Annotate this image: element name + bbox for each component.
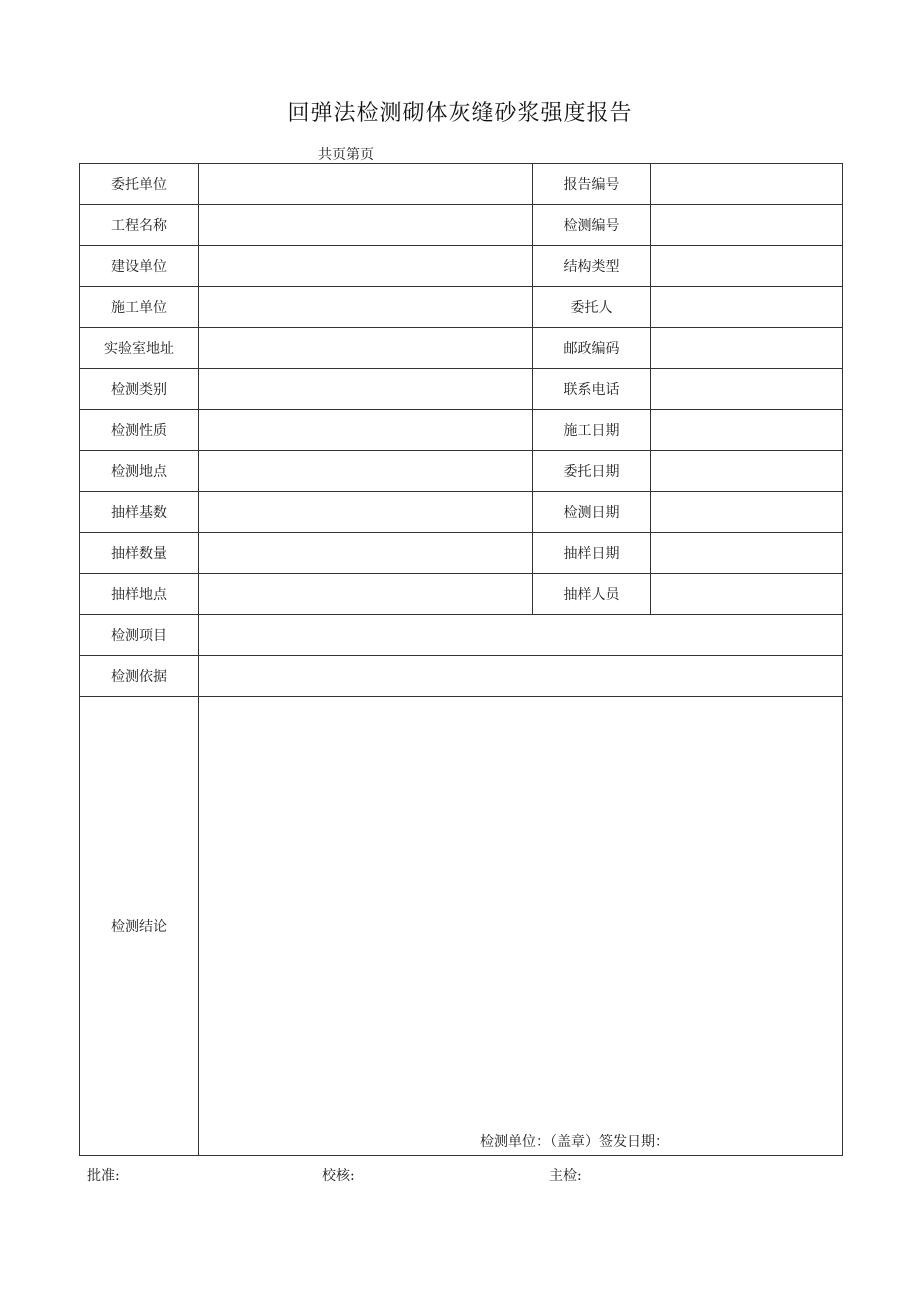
field-label: 检测地点 xyxy=(80,451,199,492)
field-value[interactable] xyxy=(651,287,843,328)
field-value[interactable] xyxy=(199,451,533,492)
page-count: 共页第页 xyxy=(318,147,374,163)
field-label: 委托单位 xyxy=(80,164,199,205)
field-label: 检测类别 xyxy=(80,369,199,410)
field-label: 施工单位 xyxy=(80,287,199,328)
field-label: 实验室地址 xyxy=(80,328,199,369)
field-value[interactable] xyxy=(651,328,843,369)
field-value[interactable] xyxy=(199,246,533,287)
field-value[interactable] xyxy=(651,246,843,287)
field-label: 报告编号 xyxy=(533,164,651,205)
field-value-test-item[interactable] xyxy=(199,615,843,656)
table-row xyxy=(80,492,843,533)
table-row xyxy=(80,205,843,246)
field-value[interactable] xyxy=(651,164,843,205)
field-value-test-basis[interactable] xyxy=(199,656,843,697)
field-label: 建设单位 xyxy=(80,246,199,287)
field-value[interactable] xyxy=(199,533,533,574)
field-label: 抽样地点 xyxy=(80,574,199,615)
footer-approve: 批准: xyxy=(87,1168,120,1184)
field-value[interactable] xyxy=(651,451,843,492)
signature-line: 检测单位：（盖章）签发日期： xyxy=(480,1134,669,1150)
field-value[interactable] xyxy=(651,205,843,246)
field-value[interactable] xyxy=(651,533,843,574)
footer-review: 校核: xyxy=(322,1168,355,1184)
field-label: 邮政编码 xyxy=(533,328,651,369)
field-label: 抽样人员 xyxy=(533,574,651,615)
field-value[interactable] xyxy=(651,492,843,533)
table-row xyxy=(80,328,843,369)
field-value[interactable] xyxy=(651,369,843,410)
field-value[interactable] xyxy=(199,328,533,369)
table-row xyxy=(80,533,843,574)
field-value[interactable] xyxy=(199,574,533,615)
field-label: 联系电话 xyxy=(533,369,651,410)
footer-inspector: 主检: xyxy=(549,1168,582,1184)
table-row xyxy=(80,369,843,410)
field-label: 委托日期 xyxy=(533,451,651,492)
table-row xyxy=(80,164,843,205)
field-label: 抽样基数 xyxy=(80,492,199,533)
field-value[interactable] xyxy=(199,205,533,246)
table-row-test-item xyxy=(80,615,843,656)
field-label: 检测日期 xyxy=(533,492,651,533)
field-value[interactable] xyxy=(651,410,843,451)
field-value-conclusion[interactable] xyxy=(199,697,843,1156)
report-title: 回弹法检测砌体灰缝砂浆强度报告 xyxy=(287,101,633,126)
field-value[interactable] xyxy=(199,410,533,451)
table-row-test-basis xyxy=(80,656,843,697)
field-value[interactable] xyxy=(199,164,533,205)
table-row xyxy=(80,287,843,328)
field-label: 工程名称 xyxy=(80,205,199,246)
report-table xyxy=(79,163,843,1156)
field-value[interactable] xyxy=(199,492,533,533)
field-value[interactable] xyxy=(199,287,533,328)
table-row xyxy=(80,574,843,615)
field-value[interactable] xyxy=(651,574,843,615)
field-value[interactable] xyxy=(199,369,533,410)
field-label-conclusion: 检测结论 xyxy=(80,697,199,1156)
table-row xyxy=(80,451,843,492)
table-row-conclusion xyxy=(80,697,843,1156)
field-label: 抽样日期 xyxy=(533,533,651,574)
field-label: 委托人 xyxy=(533,287,651,328)
field-label: 检测性质 xyxy=(80,410,199,451)
field-label-test-item: 检测项目 xyxy=(80,615,199,656)
field-label: 施工日期 xyxy=(533,410,651,451)
field-label: 结构类型 xyxy=(533,246,651,287)
field-label: 抽样数量 xyxy=(80,533,199,574)
table-row xyxy=(80,410,843,451)
table-row xyxy=(80,246,843,287)
field-label: 检测编号 xyxy=(533,205,651,246)
field-label-test-basis: 检测依据 xyxy=(80,656,199,697)
